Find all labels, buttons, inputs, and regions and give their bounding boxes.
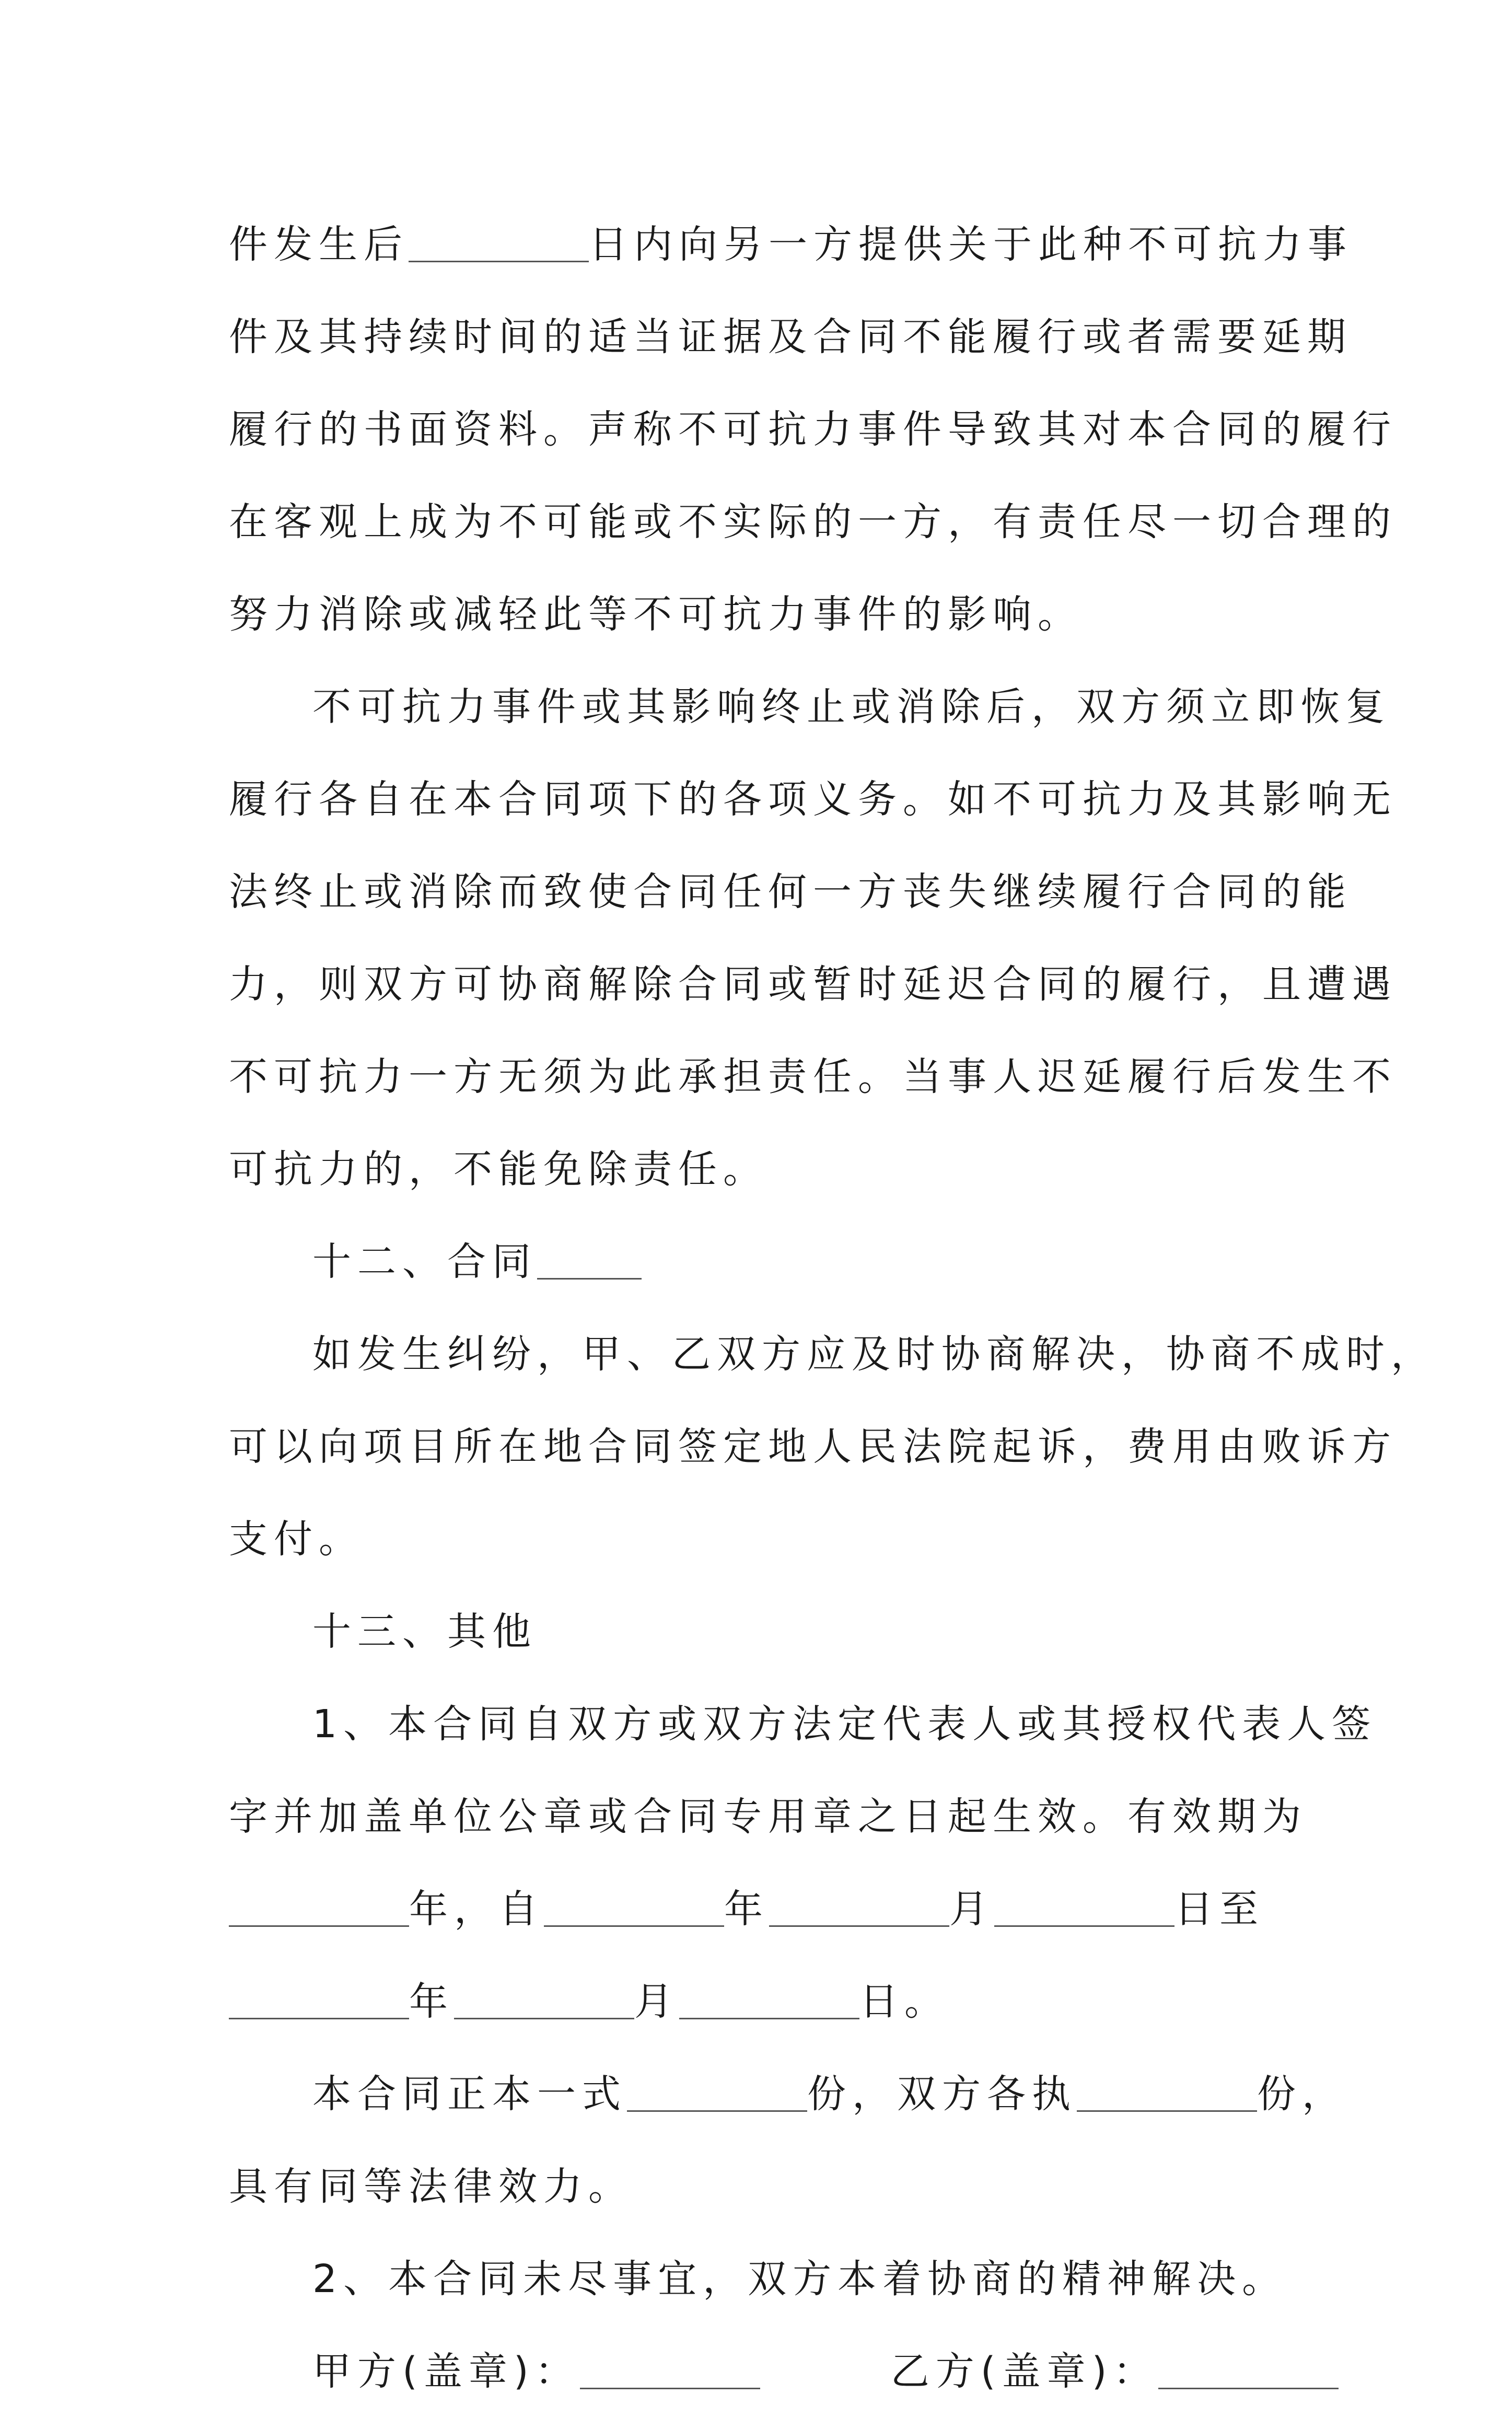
text: 件发生后 <box>229 222 409 267</box>
blank-heading <box>537 1237 642 1280</box>
para2-line2: 履行各自在本合同项下的各项义务。如不可抗力及其影响无 <box>229 777 1397 822</box>
para1-line3: 履行的书面资料。声称不可抗力事件导致其对本合同的履行 <box>229 407 1397 452</box>
para1-line2: 件及其持续时间的适当证据及合同不能履行或者需要延期 <box>229 315 1352 359</box>
copies-line <box>229 2048 1347 2141</box>
section13-item1-line2: 字并加盖单位公章或合同专用章之日起生效。有效期为 <box>229 1794 1307 1839</box>
section13-item2: 2、本合同未尽事宜，双方本着协商的精神解决。 <box>312 2257 1287 2301</box>
document-body <box>229 199 1436 2418</box>
section12-line1: 如发生纠纷，甲、乙双方应及时协商解决，协商不成时， <box>312 1332 1436 1377</box>
para1-line4: 在客观上成为不可能或不实际的一方，有责任尽一切合理的 <box>229 499 1397 544</box>
term-line <box>229 1863 1289 1956</box>
para2-line3: 法终止或消除而致使合同任何一方丧失继续履行合同的能 <box>229 869 1352 914</box>
text: 份， <box>1257 2072 1347 2117</box>
blank-start-day <box>994 1885 1174 1927</box>
text: 日内向另一方提供关于此种不可抗力事 <box>589 222 1353 267</box>
section12-line3: 支付。 <box>229 1517 364 1562</box>
section12-heading <box>229 1216 1289 1308</box>
blank-term-years <box>229 1885 409 1927</box>
para2-line5: 不可抗力一方无须为此承担责任。当事人迟延履行后发生不 <box>229 1054 1397 1099</box>
text: 月 <box>634 1979 679 2024</box>
blank-end-month <box>454 1977 634 2019</box>
text: 份，双方各执 <box>807 2072 1077 2117</box>
text: 本合同正本一式 <box>312 2072 627 2117</box>
text: 年 <box>724 1887 769 1932</box>
blank-start-year <box>544 1885 724 1927</box>
section12-line2: 可以向项目所在地合同签定地人民法院起诉，费用由败诉方 <box>229 1424 1397 1469</box>
party-b-seal-blank <box>1158 2347 1339 2389</box>
para2-line6: 可抗力的，不能免除责任。 <box>229 1147 768 1192</box>
para2-line4: 力，则双方可协商解除合同或暂时延迟合同的履行，且遭遇 <box>229 962 1397 1007</box>
blank-each-copies <box>1077 2070 1257 2112</box>
para1-line1 <box>229 199 1353 291</box>
para1-line5: 努力消除或减轻此等不可抗力事件的影响。 <box>229 592 1083 637</box>
text: 日至 <box>1174 1887 1264 1932</box>
section13-heading: 十三、其他 <box>312 1609 537 1654</box>
text: 日。 <box>859 1979 949 2024</box>
text: 年 <box>409 1979 454 2024</box>
party-a-label: 甲方(盖章)： <box>312 2349 580 2394</box>
end-date-line <box>229 1956 1289 2048</box>
para2-line1: 不可抗力事件或其影响终止或消除后，双方须立即恢复 <box>312 684 1391 729</box>
signature-line <box>229 2326 1289 2418</box>
section13-item1-line1: 1、本合同自双方或双方法定代表人或其授权代表人签 <box>312 1702 1377 1747</box>
blank-start-month <box>769 1885 949 1927</box>
blank-days <box>409 220 589 262</box>
blank-end-day <box>679 1977 859 2019</box>
party-b-label: 乙方(盖章)： <box>890 2349 1158 2394</box>
text: 月 <box>949 1887 994 1932</box>
blank-end-year <box>229 1977 409 2019</box>
party-a-seal-blank <box>580 2347 760 2389</box>
section-heading: 十二、合同 <box>312 1239 537 1284</box>
copies-line2: 具有同等法律效力。 <box>229 2164 633 2209</box>
blank-total-copies <box>627 2070 807 2112</box>
text: 年，自 <box>409 1887 544 1932</box>
